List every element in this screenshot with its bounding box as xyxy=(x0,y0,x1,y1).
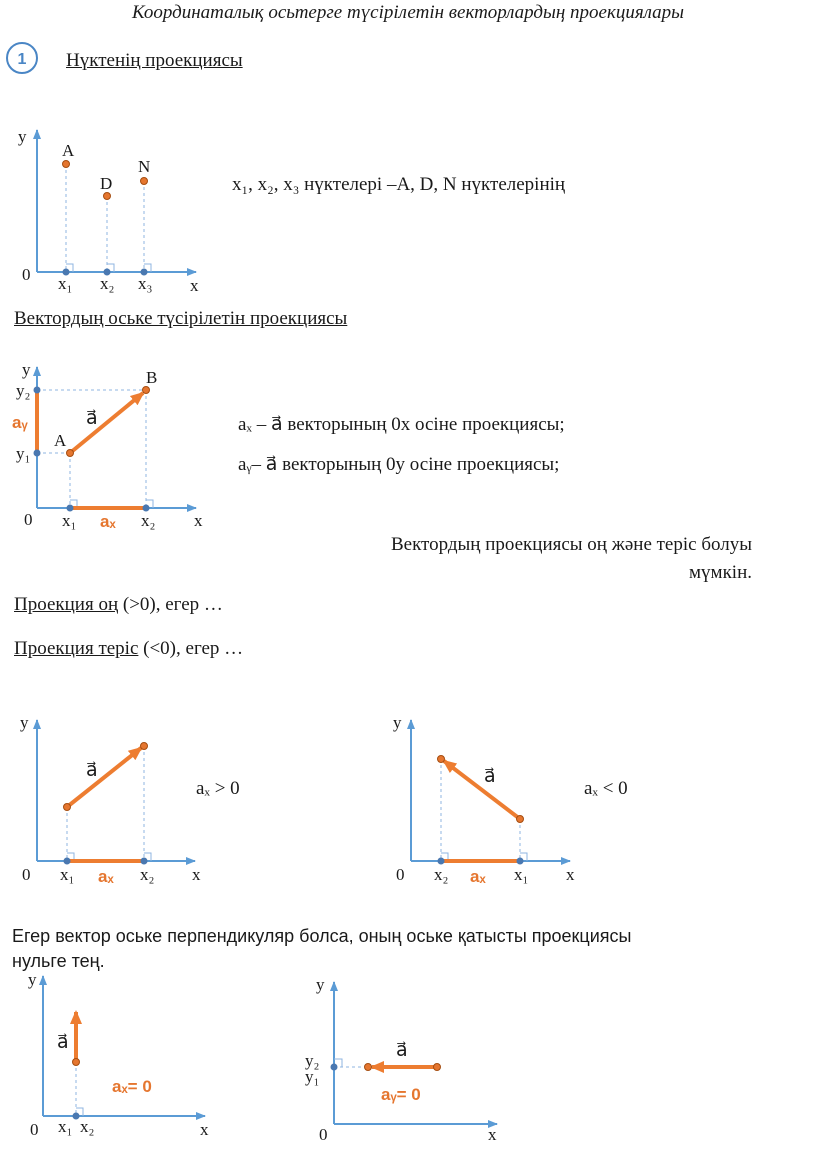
origin-label: 0 xyxy=(319,1125,328,1144)
origin-label: 0 xyxy=(30,1120,39,1139)
y-axis-label: y xyxy=(316,975,325,994)
vector-a-label: a⃗ xyxy=(86,760,98,781)
fig1-caption: x₁, x₂, x₃ нүктелері –A, D, N нүктелерінің xyxy=(232,174,566,195)
origin-label: 0 xyxy=(22,265,31,284)
definition-ax: aₓ – a⃗ векторының 0x осіне проекциясы; xyxy=(238,414,565,435)
y2-label: y₂ xyxy=(305,1051,320,1070)
vector-a-label: a⃗ xyxy=(57,1032,69,1053)
x1-label: x₁ xyxy=(60,865,75,884)
ax-label: aₓ xyxy=(100,512,116,531)
figure-negative-projection xyxy=(393,713,575,886)
figure-perpendicular-x xyxy=(28,970,209,1139)
x2-label: x₂ xyxy=(434,865,449,884)
y-axis-label: y xyxy=(28,970,37,989)
page-title: Координаталық осьтерге түсірілетін векторлардың проекциялары xyxy=(131,2,685,23)
negative-projection-label: Проекция теріс xyxy=(14,638,139,659)
section-number-badge xyxy=(7,43,37,73)
y-axis-label: y xyxy=(393,713,402,732)
y-axis-label: y xyxy=(22,360,31,379)
condition-negative: aₓ < 0 xyxy=(584,778,628,799)
ax-label: aₓ xyxy=(98,867,114,886)
ax-zero-label: aₓ= 0 xyxy=(112,1077,152,1096)
negative-projection-rest: (<0), егер … xyxy=(138,638,244,659)
x2-label: x₂ xyxy=(140,865,155,884)
y-axis-label: y xyxy=(18,127,27,146)
x2-label: x₂ xyxy=(80,1117,95,1136)
x-axis-label: x xyxy=(190,276,199,295)
x3-label: x₃ xyxy=(138,274,153,293)
x1-label: x₁ xyxy=(58,1117,73,1136)
point-n-label: N xyxy=(138,157,151,176)
positive-projection-line xyxy=(14,594,223,616)
figure-point-projection xyxy=(18,127,199,295)
perpendicular-line-2: нульге тең. xyxy=(12,951,105,971)
x-axis-label: x xyxy=(566,865,575,884)
condition-positive: aₓ > 0 xyxy=(196,778,240,799)
perpendicular-line-1: Егер вектор оське перпендикуляр болса, оның оське қатысты проекциясы xyxy=(12,926,632,946)
negative-projection-line xyxy=(14,638,243,660)
x2-label: x₂ xyxy=(100,274,115,293)
x1-label: x₁ xyxy=(514,865,529,884)
x-axis-label: x xyxy=(200,1120,209,1139)
figure-positive-projection xyxy=(20,713,201,886)
origin-label: 0 xyxy=(22,865,31,884)
ax-label: aₓ xyxy=(470,867,486,886)
note-line-1: Вектордың проекциясы оң және теріс болуы xyxy=(390,534,752,555)
ay-zero-label: aᵧ= 0 xyxy=(381,1085,421,1104)
point-a-label: A xyxy=(62,141,75,160)
section2-heading: Вектордың оське түсірілетін проекциясы xyxy=(14,308,348,329)
point-a-label: A xyxy=(54,431,67,450)
vector-a-label: a⃗ xyxy=(86,408,98,429)
origin-label: 0 xyxy=(396,865,405,884)
definition-ay: aᵧ– a⃗ векторының 0y осіне проекциясы; xyxy=(238,454,560,475)
x-axis-label: x xyxy=(488,1125,497,1144)
vector-a-label: a⃗ xyxy=(396,1040,408,1061)
vector-a-label: a⃗ xyxy=(484,766,496,787)
point-d-label: D xyxy=(100,174,113,193)
x-axis-label: x xyxy=(192,865,201,884)
x1-label: x₁ xyxy=(62,511,77,530)
positive-projection-label: Проекция оң xyxy=(14,594,119,615)
x2-label: x₂ xyxy=(141,511,156,530)
ay-label: aᵧ xyxy=(12,413,28,432)
origin-label: 0 xyxy=(24,510,33,529)
y-axis-label: y xyxy=(20,713,29,732)
note-line-2: мүмкін. xyxy=(689,562,752,583)
point-b-label: B xyxy=(146,368,158,387)
y2-label: y₂ xyxy=(16,381,31,400)
positive-projection-rest: (>0), егер … xyxy=(118,594,223,615)
x-axis-label: x xyxy=(194,511,203,530)
figure-perpendicular-y xyxy=(305,975,497,1144)
svg-text:1: 1 xyxy=(17,51,27,68)
section1-heading: Нүктенің проекциясы xyxy=(66,50,243,71)
y1-label: y₁ xyxy=(305,1067,320,1086)
y1-label: y₁ xyxy=(16,444,31,463)
figure-vector-projection xyxy=(12,360,203,531)
x1-label: x₁ xyxy=(58,274,73,293)
